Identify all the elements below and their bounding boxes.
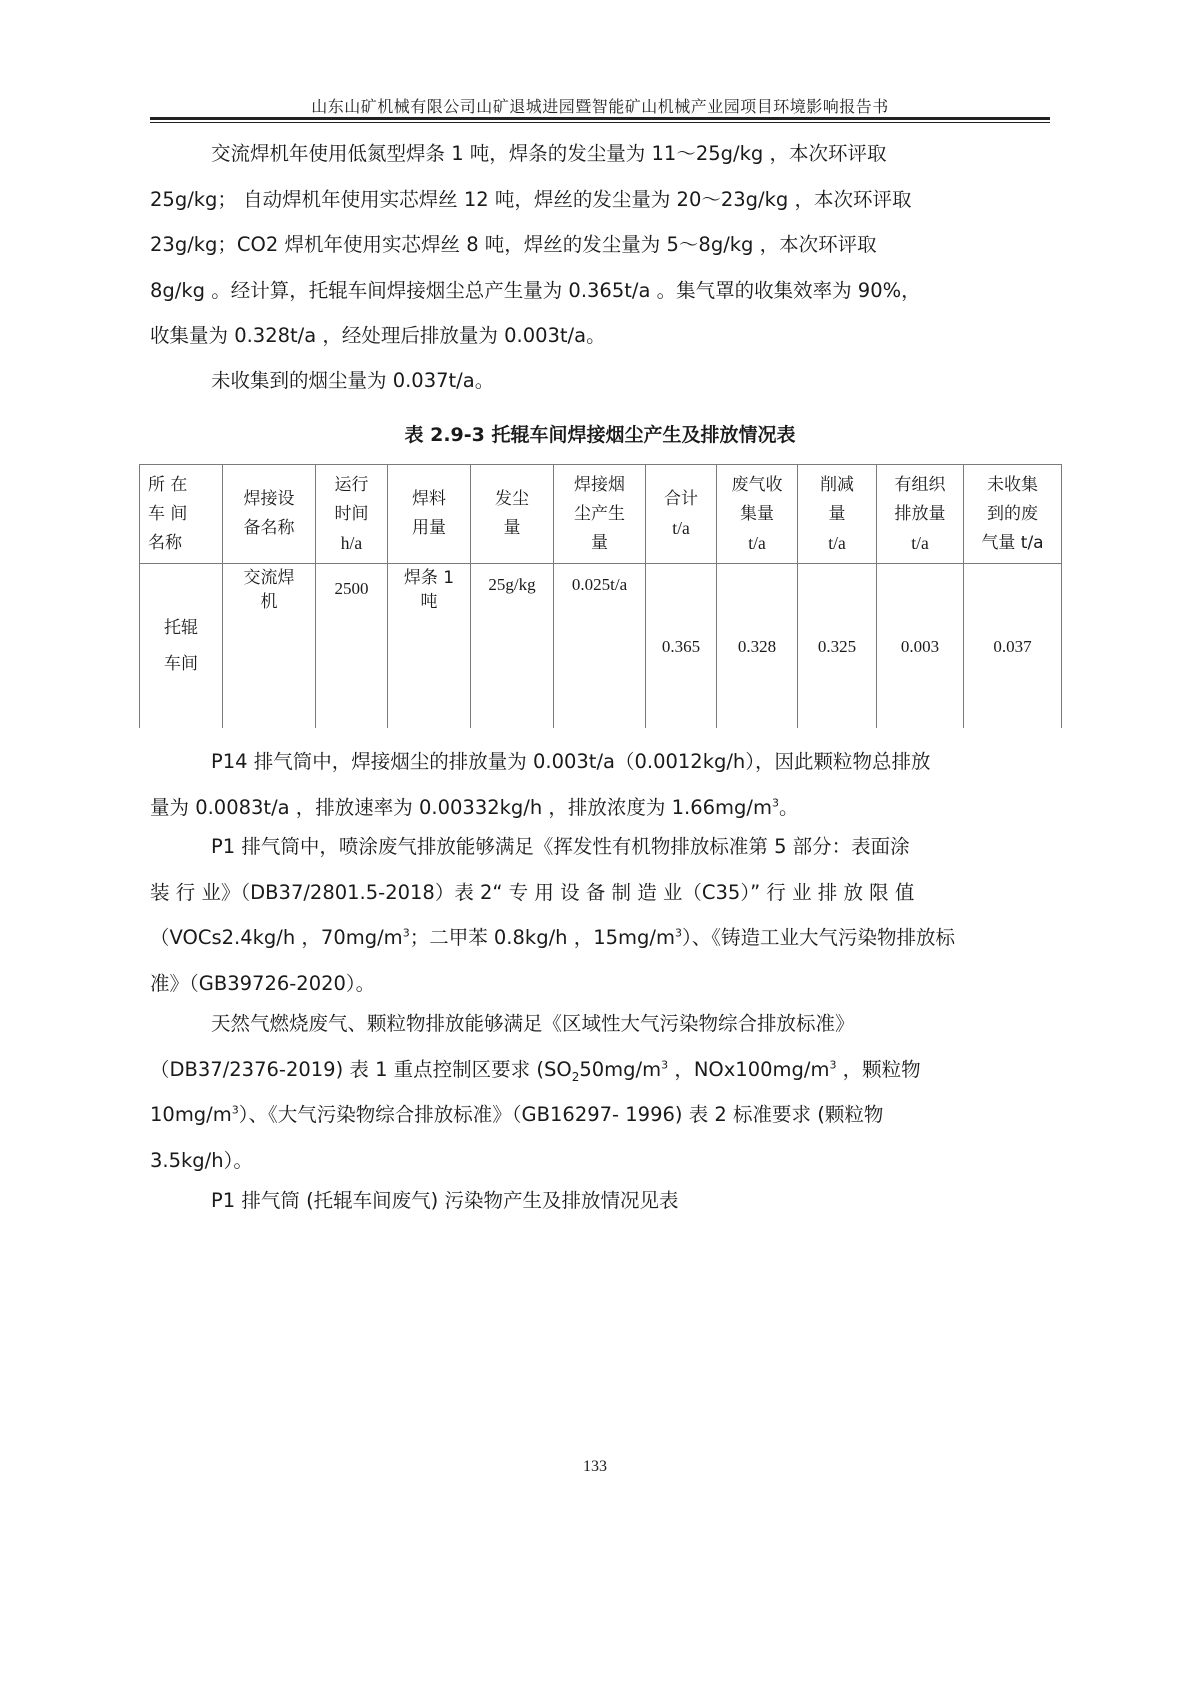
header-runtime — [316, 465, 388, 564]
cell-text: 托辊 — [164, 618, 198, 638]
header-total — [646, 465, 717, 564]
paragraph-line: 23g/kg；CO2 焊机年使用实芯焊丝 8 吨，焊丝的发尘量为 5～8g/kg ，本次环评取 — [150, 233, 877, 256]
paragraph-p1-spraying — [150, 824, 1050, 1006]
superscript: 3 — [231, 1103, 239, 1117]
text-run: 。 — [778, 795, 799, 819]
header-material — [388, 465, 471, 564]
header-equipment — [223, 465, 316, 564]
header-text: 焊接烟 — [574, 474, 625, 495]
cell-equipment — [223, 564, 316, 729]
header-title: 山东山矿机械有限公司山矿退城进园暨智能矿山机械产业园项目环境影响报告书 — [311, 97, 889, 116]
header-text: 运行 — [334, 474, 369, 495]
header-text: 名称 — [148, 532, 182, 553]
cell-total: 0.365 — [646, 564, 717, 729]
text-run: ）、《铸造工业大气污染物排放标 — [681, 926, 955, 949]
cell-text: 机 — [260, 592, 278, 612]
cell-material — [388, 564, 471, 729]
header-rule-thin — [150, 122, 1050, 123]
header-text: t/a — [672, 518, 690, 538]
paragraph-line: P1 排气筒 (托辊车间废气) 污染物产生及排放情况见表 — [211, 1189, 679, 1212]
cell-reduced: 0.325 — [798, 564, 877, 729]
superscript: 3 — [402, 926, 410, 940]
subscript: 2 — [571, 1069, 580, 1084]
text-run: （DB37/2376-2019) 表 1 重点控制区要求 (SO — [150, 1057, 572, 1081]
superscript: 3 — [674, 926, 682, 940]
paragraph-p1-table-reference — [150, 1178, 1050, 1224]
cell-runtime — [316, 564, 388, 729]
cell-text: 交流焊 — [243, 568, 295, 588]
header-text: 车 间 — [148, 503, 188, 524]
superscript: 3 — [661, 1058, 669, 1071]
header-dust-rate — [471, 465, 554, 564]
header-text: 到的废 — [987, 503, 1038, 524]
text-run: ，颗粒物 — [836, 1057, 921, 1081]
paragraph-line: 未收集到的烟尘量为 0.037t/a。 — [211, 369, 495, 392]
paragraph-p14-emission — [150, 739, 1050, 830]
header-text: 未收集 — [987, 474, 1038, 495]
header-text: 焊料 — [412, 489, 446, 509]
header-text: 气量 t/a — [981, 532, 1044, 553]
header-text: 合计 — [664, 489, 698, 509]
cell-text: 25g/kg — [488, 575, 536, 594]
header-text: 排放量 — [894, 503, 946, 524]
cell-text: 2500 — [334, 579, 369, 598]
paragraph-line: 8g/kg 。经计算，托辊车间焊接烟尘总产生量为 0.365t/a 。集气罩的收集效率为 90%， — [150, 278, 921, 302]
paragraph-line: 交流焊机年使用低氮型焊条 1 吨，焊条的发尘量为 11～25g/kg ，本次环评取 — [211, 142, 887, 165]
text-run: ，NOx100mg/m — [668, 1057, 830, 1081]
header-text: 量 — [591, 532, 608, 553]
header-workshop — [140, 465, 223, 564]
superscript: 3 — [771, 796, 779, 809]
header-text: 时间 — [334, 503, 369, 524]
cell-dust-rate — [471, 564, 554, 729]
text-run: 50mg/m — [579, 1057, 662, 1081]
paragraph-line — [150, 1047, 1050, 1093]
cell-text: 焊条 1 — [403, 568, 455, 588]
paragraph-line: P1 排气筒中，喷涂废气排放能够满足《挥发性有机物排放标准第 5 部分：表面涂 — [211, 835, 910, 858]
cell-text: 车间 — [164, 654, 198, 674]
text-run: ）、《大气污染物综合排放标准》（GB16297- 1996) 表 2 标准要求 (颗粒物 — [238, 1103, 884, 1126]
header-text: 焊接设 — [243, 489, 295, 509]
cell-organized-emission: 0.003 — [877, 564, 964, 729]
header-rule — [150, 117, 1050, 120]
header-text: t/a — [911, 532, 929, 553]
paragraph-line — [150, 1092, 1050, 1138]
header-text: t/a — [828, 532, 846, 553]
header-organized-emission — [877, 465, 964, 564]
table-caption: 表 2.9-3 托辊车间焊接烟尘产生及排放情况表 — [404, 424, 796, 446]
cell-workshop — [140, 564, 223, 729]
header-text: 尘产生 — [574, 503, 625, 524]
header-fume-generated — [554, 465, 646, 564]
welding-fume-table — [139, 464, 1062, 728]
paragraph-welding-consumption — [150, 131, 1050, 359]
paragraph-line: P14 排气筒中，焊接烟尘的排放量为 0.003t/a（0.0012kg/h），因此颗粒物总排放 — [211, 750, 931, 773]
header-text: 集量 — [740, 503, 774, 524]
header-collected — [717, 465, 798, 564]
page-number: 133 — [583, 1458, 607, 1475]
text-run: 10mg/m — [150, 1103, 232, 1126]
paragraph-line: 25g/kg； 自动焊机年使用实芯焊丝 12 吨，焊丝的发尘量为 20～23g/kg ，本次环评取 — [150, 187, 912, 211]
text-run: （VOCs2.4kg/h ，70mg/m — [150, 926, 403, 949]
header-text: 备名称 — [243, 518, 295, 538]
paragraph-line: 天然气燃烧废气、颗粒物排放能够满足《区域性大气污染物综合排放标准》 — [211, 1012, 855, 1035]
header-text: t/a — [748, 532, 766, 553]
text-run: ；二甲苯 0.8kg/h ，15mg/m — [409, 926, 675, 949]
table-row — [140, 564, 1062, 729]
header-text: 废气收 — [731, 474, 783, 495]
cell-text: 吨 — [420, 592, 438, 612]
paragraph-line — [150, 915, 1050, 961]
paragraph-line: 准》（GB39726-2020）。 — [150, 971, 376, 995]
header-text: 有组织 — [894, 474, 946, 495]
paragraph-gas-combustion — [150, 1001, 1050, 1183]
cell-fume-generated — [554, 564, 646, 729]
cell-uncollected: 0.037 — [964, 564, 1062, 729]
table-header-row — [140, 465, 1062, 564]
header-text: 量 — [503, 518, 521, 538]
header-reduced — [798, 465, 877, 564]
header-text: 削减 — [820, 474, 854, 495]
header-text: 量 — [828, 503, 846, 524]
text-run: 量为 0.0083t/a ，排放速率为 0.00332kg/h ，排放浓度为 1.66mg/m — [150, 795, 772, 819]
cell-text: 0.025t/a — [571, 575, 628, 594]
paragraph-line: 收集量为 0.328t/a ，经处理后排放量为 0.003t/a。 — [150, 324, 606, 347]
paragraph-uncollected-dust — [150, 358, 1050, 404]
header-text: 用量 — [412, 518, 446, 538]
paragraph-line: 装 行 业》（DB37/2801.5-2018）表 2“ 专 用 设 备 制 造 业（C35）” 行 业 排 放 限 值 — [150, 880, 915, 904]
header-text: 所 在 — [148, 474, 188, 495]
superscript: 3 — [829, 1058, 837, 1071]
header-text: 发尘 — [495, 489, 529, 509]
paragraph-line: 3.5kg/h）。 — [150, 1148, 253, 1172]
header-text: h/a — [340, 532, 363, 553]
header-uncollected — [964, 465, 1062, 564]
cell-collected: 0.328 — [717, 564, 798, 729]
